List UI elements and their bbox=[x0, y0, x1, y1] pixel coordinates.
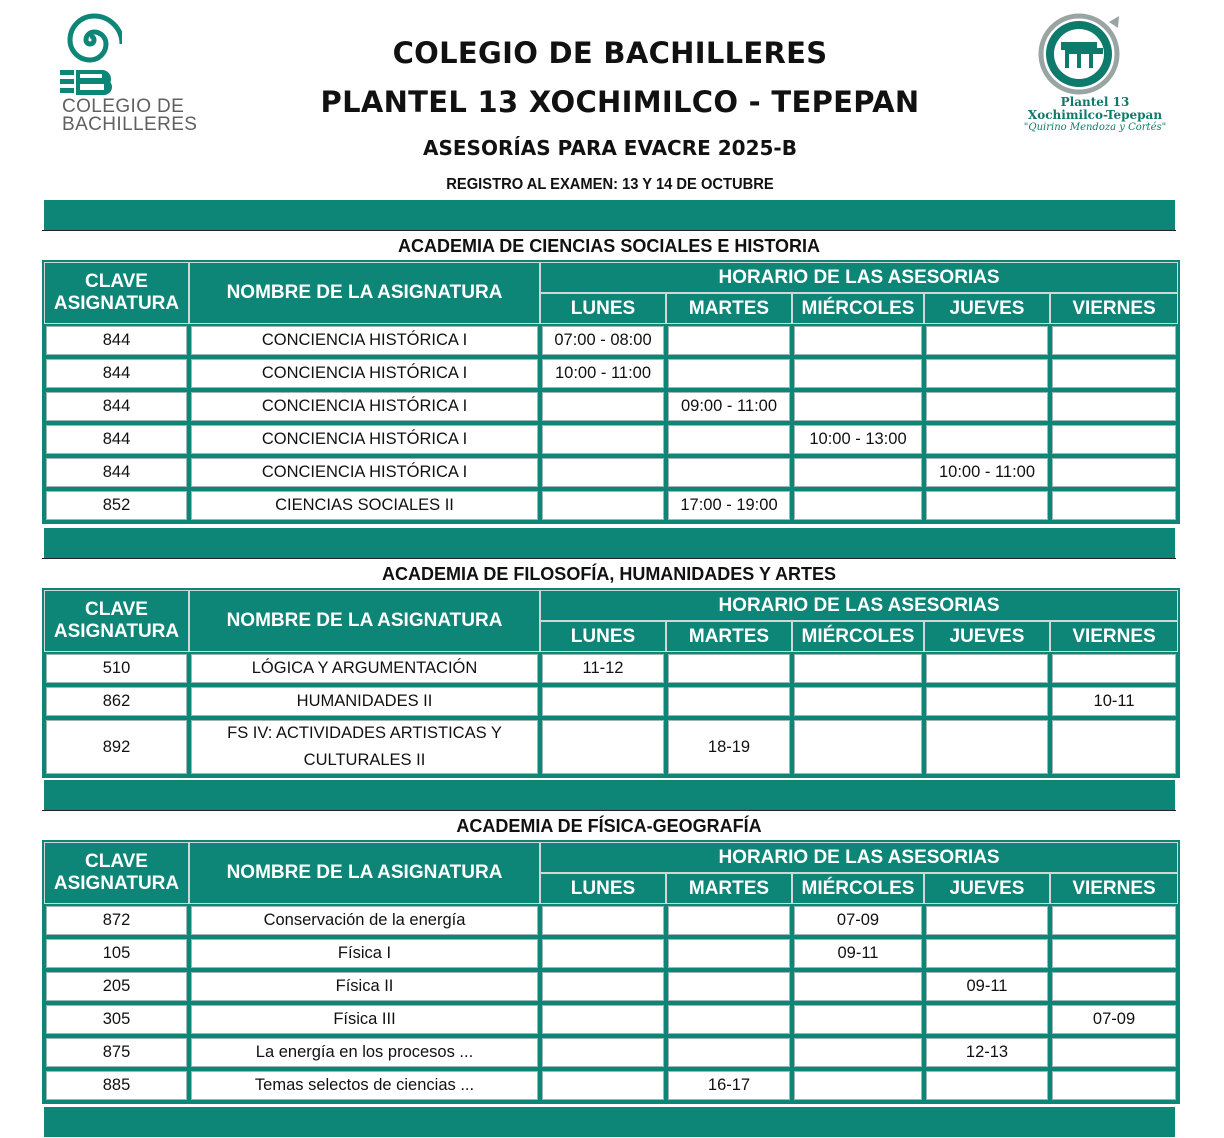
cell-jueves bbox=[924, 357, 1050, 390]
section-ciencias-sociales bbox=[42, 230, 1176, 524]
cell-miercoles bbox=[792, 970, 924, 1003]
cell-jueves bbox=[924, 1003, 1050, 1036]
cell-lunes bbox=[540, 1003, 666, 1036]
logo-text-line2: BACHILLERES bbox=[62, 114, 198, 135]
cell-lunes bbox=[540, 1036, 666, 1069]
cell-miercoles bbox=[792, 456, 924, 489]
cell-jueves bbox=[924, 489, 1050, 522]
plantel-13-logo bbox=[1002, 8, 1188, 144]
cell-jueves bbox=[924, 685, 1050, 718]
table-row bbox=[44, 390, 1178, 423]
table-row bbox=[44, 357, 1178, 390]
cell-lunes bbox=[540, 489, 666, 522]
cell-martes bbox=[666, 324, 792, 357]
cell-viernes bbox=[1050, 1036, 1178, 1069]
cell-clave: 105 bbox=[44, 937, 189, 970]
campus-title: PLANTEL 13 XOCHIMILCO - TEPEPAN bbox=[320, 85, 920, 119]
cell-clave: 885 bbox=[44, 1069, 189, 1102]
table-row bbox=[44, 1069, 1178, 1102]
cell-viernes bbox=[1050, 970, 1178, 1003]
cell-viernes bbox=[1050, 937, 1178, 970]
cell-lunes: 10:00 - 11:00 bbox=[540, 357, 666, 390]
cell-clave: 844 bbox=[44, 324, 189, 357]
divider-bar bbox=[44, 780, 1175, 810]
plantel-logo-line2: Xochimilco-Tepepan bbox=[1027, 108, 1163, 122]
section-fisica-geografia bbox=[42, 810, 1176, 1104]
cell-miercoles: 10:00 - 13:00 bbox=[792, 423, 924, 456]
logo-text-line1: COLEGIO DE bbox=[62, 96, 185, 117]
schedule-table bbox=[42, 840, 1180, 1104]
cell-viernes bbox=[1050, 357, 1178, 390]
divider-bar bbox=[44, 1107, 1175, 1137]
cell-miercoles bbox=[792, 718, 924, 776]
table-row bbox=[44, 652, 1178, 685]
cell-martes bbox=[666, 1036, 792, 1069]
cell-jueves bbox=[924, 390, 1050, 423]
header-day: JUEVES bbox=[924, 621, 1050, 652]
cell-jueves bbox=[924, 652, 1050, 685]
plantel-logo-line1: Plantel 13 bbox=[1060, 95, 1130, 109]
cell-nombre: LÓGICA Y ARGUMENTACIÓN bbox=[189, 652, 540, 685]
cell-miercoles bbox=[792, 652, 924, 685]
schedule-table bbox=[42, 260, 1180, 524]
section-title: ACADEMIA DE CIENCIAS SOCIALES E HISTORIA bbox=[42, 230, 1176, 260]
cell-viernes bbox=[1050, 324, 1178, 357]
cell-clave: 862 bbox=[44, 685, 189, 718]
cell-nombre: HUMANIDADES II bbox=[189, 685, 540, 718]
header-day: LUNES bbox=[540, 621, 666, 652]
cell-lunes bbox=[540, 456, 666, 489]
header-day: LUNES bbox=[540, 873, 666, 904]
cell-miercoles bbox=[792, 1036, 924, 1069]
cell-lunes bbox=[540, 423, 666, 456]
table-row bbox=[44, 489, 1178, 522]
cell-clave: 844 bbox=[44, 390, 189, 423]
table-row bbox=[44, 423, 1178, 456]
header-day: MARTES bbox=[666, 873, 792, 904]
cell-clave: 875 bbox=[44, 1036, 189, 1069]
cell-nombre: CIENCIAS SOCIALES II bbox=[189, 489, 540, 522]
cell-viernes bbox=[1050, 904, 1178, 937]
cell-jueves bbox=[924, 324, 1050, 357]
header-clave: CLAVE ASIGNATURA bbox=[44, 262, 189, 324]
cell-lunes bbox=[540, 718, 666, 776]
page-title: COLEGIO DE BACHILLERES bbox=[392, 36, 828, 70]
cell-nombre: Física II bbox=[189, 970, 540, 1003]
cell-martes: 18-19 bbox=[666, 718, 792, 776]
cell-lunes bbox=[540, 1069, 666, 1102]
header-nombre: NOMBRE DE LA ASIGNATURA bbox=[189, 842, 540, 904]
divider-bar bbox=[44, 200, 1175, 230]
cell-martes bbox=[666, 937, 792, 970]
cell-miercoles bbox=[792, 489, 924, 522]
section-title: ACADEMIA DE FILOSOFÍA, HUMANIDADES Y ARTES bbox=[42, 558, 1176, 588]
cell-clave: 205 bbox=[44, 970, 189, 1003]
cell-viernes bbox=[1050, 456, 1178, 489]
cell-miercoles bbox=[792, 1069, 924, 1102]
cell-miercoles bbox=[792, 685, 924, 718]
header-day: VIERNES bbox=[1050, 873, 1178, 904]
colegio-bachilleres-logo bbox=[58, 8, 228, 136]
plantel-logo-line3: "Quirino Mendoza y Cortés" bbox=[1023, 122, 1167, 133]
table-row bbox=[44, 970, 1178, 1003]
table-row bbox=[44, 324, 1178, 357]
cell-clave: 892 bbox=[44, 718, 189, 776]
header-day: MIÉRCOLES bbox=[792, 621, 924, 652]
cell-clave: 844 bbox=[44, 357, 189, 390]
cell-martes bbox=[666, 685, 792, 718]
table-row bbox=[44, 1003, 1178, 1036]
cell-nombre: Física III bbox=[189, 1003, 540, 1036]
plantel-emblem-icon bbox=[1035, 8, 1127, 96]
cell-jueves bbox=[924, 718, 1050, 776]
header-nombre: NOMBRE DE LA ASIGNATURA bbox=[189, 590, 540, 652]
registration-note: REGISTRO AL EXAMEN: 13 Y 14 DE OCTUBRE bbox=[446, 176, 774, 193]
spiral-logo-icon bbox=[58, 8, 122, 98]
cell-miercoles bbox=[792, 1003, 924, 1036]
cell-nombre: La energía en los procesos ... bbox=[189, 1036, 540, 1069]
cell-jueves bbox=[924, 937, 1050, 970]
cell-lunes bbox=[540, 937, 666, 970]
header-day: MIÉRCOLES bbox=[792, 293, 924, 324]
cell-lunes bbox=[540, 685, 666, 718]
header-day: VIERNES bbox=[1050, 293, 1178, 324]
cell-martes bbox=[666, 423, 792, 456]
cell-nombre: Conservación de la energía bbox=[189, 904, 540, 937]
subtitle: ASESORÍAS PARA EVACRE 2025-B bbox=[423, 136, 797, 160]
table-row bbox=[44, 456, 1178, 489]
cell-miercoles: 07-09 bbox=[792, 904, 924, 937]
cell-viernes bbox=[1050, 390, 1178, 423]
cell-clave: 844 bbox=[44, 456, 189, 489]
header-day: MIÉRCOLES bbox=[792, 873, 924, 904]
schedule-table bbox=[42, 588, 1180, 778]
header-nombre: NOMBRE DE LA ASIGNATURA bbox=[189, 262, 540, 324]
cell-lunes bbox=[540, 970, 666, 1003]
cell-clave: 510 bbox=[44, 652, 189, 685]
header-day: JUEVES bbox=[924, 873, 1050, 904]
header-day: MARTES bbox=[666, 293, 792, 324]
cell-jueves bbox=[924, 423, 1050, 456]
cell-miercoles bbox=[792, 324, 924, 357]
cell-clave: 852 bbox=[44, 489, 189, 522]
cell-viernes: 07-09 bbox=[1050, 1003, 1178, 1036]
cell-viernes: 10-11 bbox=[1050, 685, 1178, 718]
cell-clave: 872 bbox=[44, 904, 189, 937]
cell-nombre: CONCIENCIA HISTÓRICA I bbox=[189, 456, 540, 489]
header-clave: CLAVE ASIGNATURA bbox=[44, 590, 189, 652]
header-day: JUEVES bbox=[924, 293, 1050, 324]
cell-nombre: Física I bbox=[189, 937, 540, 970]
table-row bbox=[44, 685, 1178, 718]
cell-martes bbox=[666, 357, 792, 390]
cell-viernes bbox=[1050, 423, 1178, 456]
cell-martes bbox=[666, 456, 792, 489]
cell-clave: 844 bbox=[44, 423, 189, 456]
cell-miercoles: 09-11 bbox=[792, 937, 924, 970]
cell-jueves: 09-11 bbox=[924, 970, 1050, 1003]
divider-bar bbox=[44, 528, 1175, 558]
section-title: ACADEMIA DE FÍSICA-GEOGRAFÍA bbox=[42, 810, 1176, 840]
table-row bbox=[44, 937, 1178, 970]
header-horario: HORARIO DE LAS ASESORIAS bbox=[540, 842, 1178, 873]
table-row bbox=[44, 718, 1178, 776]
cell-miercoles bbox=[792, 390, 924, 423]
cell-martes bbox=[666, 1003, 792, 1036]
cell-nombre: FS IV: ACTIVIDADES ARTISTICAS Y CULTURALES II bbox=[189, 718, 540, 776]
cell-martes: 17:00 - 19:00 bbox=[666, 489, 792, 522]
cell-martes bbox=[666, 904, 792, 937]
table-row bbox=[44, 1036, 1178, 1069]
cell-nombre: CONCIENCIA HISTÓRICA I bbox=[189, 423, 540, 456]
header-horario: HORARIO DE LAS ASESORIAS bbox=[540, 262, 1178, 293]
cell-viernes bbox=[1050, 718, 1178, 776]
cell-jueves: 12-13 bbox=[924, 1036, 1050, 1069]
cell-martes: 09:00 - 11:00 bbox=[666, 390, 792, 423]
cell-jueves bbox=[924, 1069, 1050, 1102]
cell-viernes bbox=[1050, 652, 1178, 685]
cell-clave: 305 bbox=[44, 1003, 189, 1036]
section-filosofia bbox=[42, 558, 1176, 778]
cell-jueves: 10:00 - 11:00 bbox=[924, 456, 1050, 489]
cell-jueves bbox=[924, 904, 1050, 937]
cell-martes bbox=[666, 970, 792, 1003]
header-day: VIERNES bbox=[1050, 621, 1178, 652]
cell-nombre: CONCIENCIA HISTÓRICA I bbox=[189, 390, 540, 423]
header-day: MARTES bbox=[666, 621, 792, 652]
header-day: LUNES bbox=[540, 293, 666, 324]
header-clave: CLAVE ASIGNATURA bbox=[44, 842, 189, 904]
cell-martes: 16-17 bbox=[666, 1069, 792, 1102]
cell-lunes: 11-12 bbox=[540, 652, 666, 685]
cell-viernes bbox=[1050, 1069, 1178, 1102]
header-horario: HORARIO DE LAS ASESORIAS bbox=[540, 590, 1178, 621]
cell-martes bbox=[666, 652, 792, 685]
cell-nombre: Temas selectos de ciencias ... bbox=[189, 1069, 540, 1102]
cell-nombre: CONCIENCIA HISTÓRICA I bbox=[189, 357, 540, 390]
cell-miercoles bbox=[792, 357, 924, 390]
cell-viernes bbox=[1050, 489, 1178, 522]
cell-lunes: 07:00 - 08:00 bbox=[540, 324, 666, 357]
cell-nombre: CONCIENCIA HISTÓRICA I bbox=[189, 324, 540, 357]
cell-lunes bbox=[540, 390, 666, 423]
table-row bbox=[44, 904, 1178, 937]
cell-lunes bbox=[540, 904, 666, 937]
